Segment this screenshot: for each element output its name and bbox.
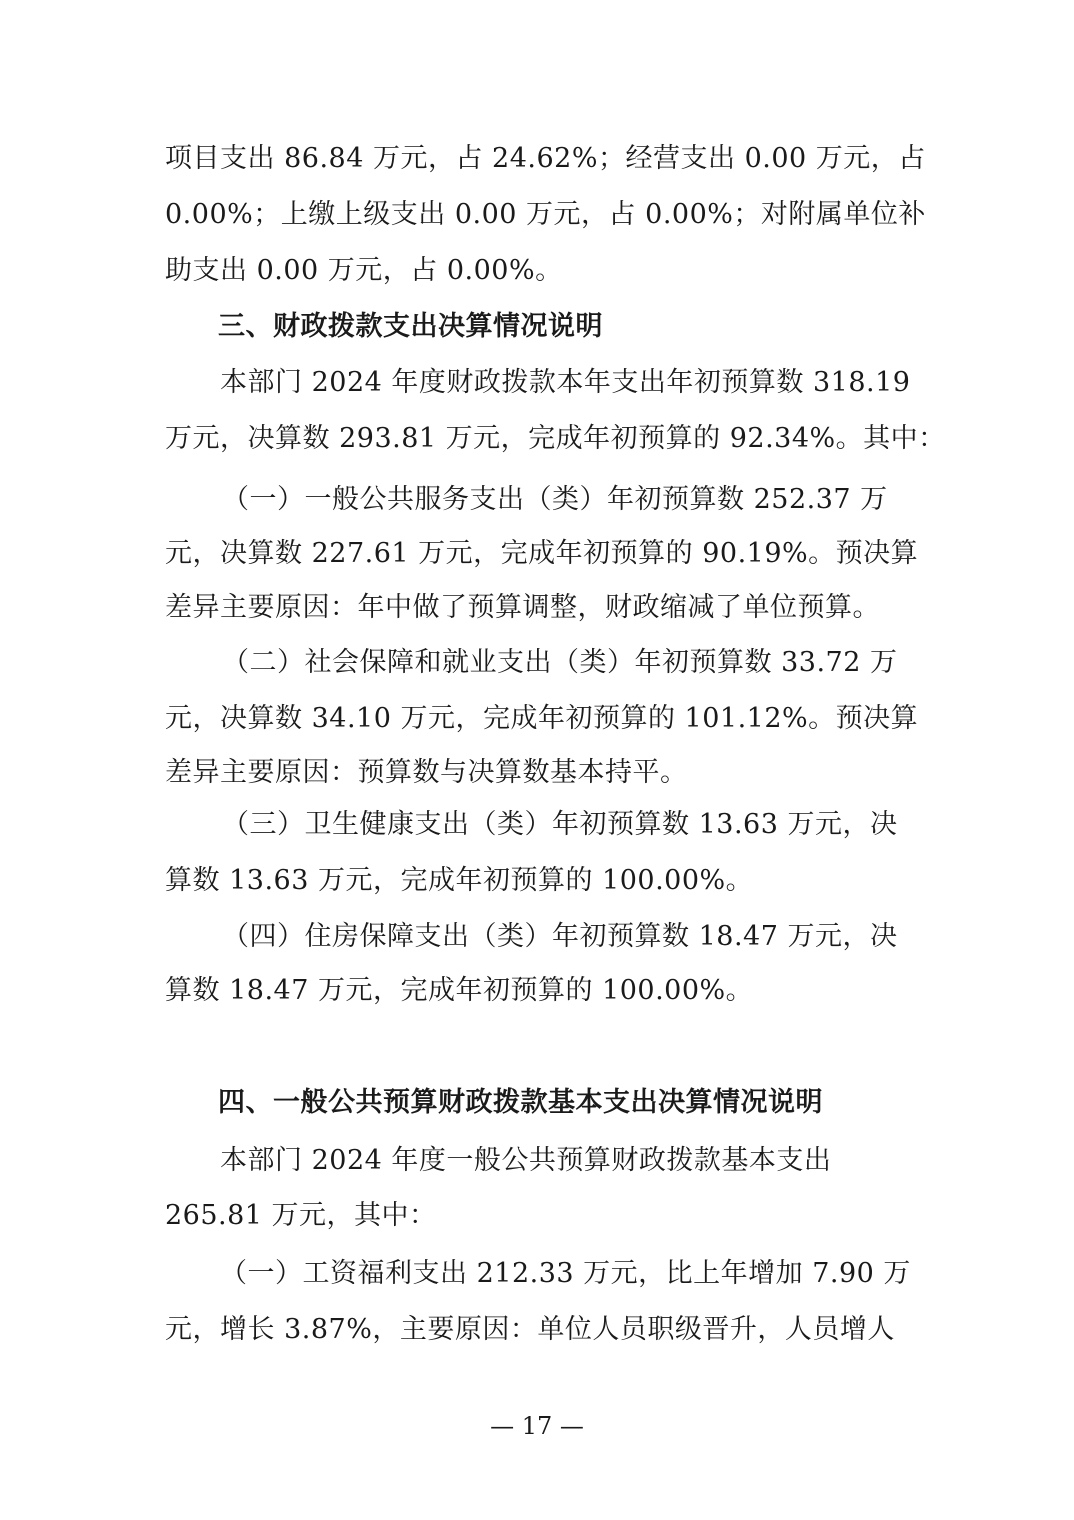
body-line: 元，增长 3.87%，主要原因：单位人员职级晋升，人员增人 <box>165 1314 895 1345</box>
body-line: （一）一般公共服务支出（类）年初预算数 252.37 万 <box>222 484 888 515</box>
body-line: （二）社会保障和就业支出（类）年初预算数 33.72 万 <box>222 647 898 678</box>
body-line: 算数 13.63 万元，完成年初预算的 100.00%。 <box>165 865 754 896</box>
body-line: 元，决算数 34.10 万元，完成年初预算的 101.12%。预决算 <box>165 703 919 734</box>
body-line: （三）卫生健康支出（类）年初预算数 13.63 万元，决 <box>222 809 898 840</box>
page-number: — 17 — <box>490 1412 584 1440</box>
body-line: （四）住房保障支出（类）年初预算数 18.47 万元，决 <box>222 921 898 952</box>
body-line: 元，决算数 227.61 万元，完成年初预算的 90.19%。预决算 <box>165 538 919 569</box>
body-line: 差异主要原因：年中做了预算调整，财政缩减了单位预算。 <box>165 592 880 623</box>
body-line: 本部门 2024 年度一般公共预算财政拨款基本支出 <box>220 1145 832 1176</box>
body-line: 本部门 2024 年度财政拨款本年支出年初预算数 318.19 <box>220 367 911 398</box>
body-line: 差异主要原因：预算数与决算数基本持平。 <box>165 757 688 788</box>
section-heading-four: 四、一般公共预算财政拨款基本支出决算情况说明 <box>218 1087 823 1118</box>
body-line: （一）工资福利支出 212.33 万元，比上年增加 7.90 万 <box>220 1258 911 1289</box>
body-line: 助支出 0.00 万元，占 0.00%。 <box>165 255 563 286</box>
body-line: 265.81 万元，其中： <box>165 1200 437 1231</box>
section-heading-three: 三、财政拨款支出决算情况说明 <box>218 311 603 342</box>
body-line: 算数 18.47 万元，完成年初预算的 100.00%。 <box>165 975 754 1006</box>
body-line: 万元，决算数 293.81 万元，完成年初预算的 92.34%。其中： <box>165 423 946 454</box>
body-line: 0.00%；上缴上级支出 0.00 万元，占 0.00%；对附属单位补 <box>165 199 926 230</box>
body-line: 项目支出 86.84 万元，占 24.62%；经营支出 0.00 万元，占 <box>165 143 926 174</box>
